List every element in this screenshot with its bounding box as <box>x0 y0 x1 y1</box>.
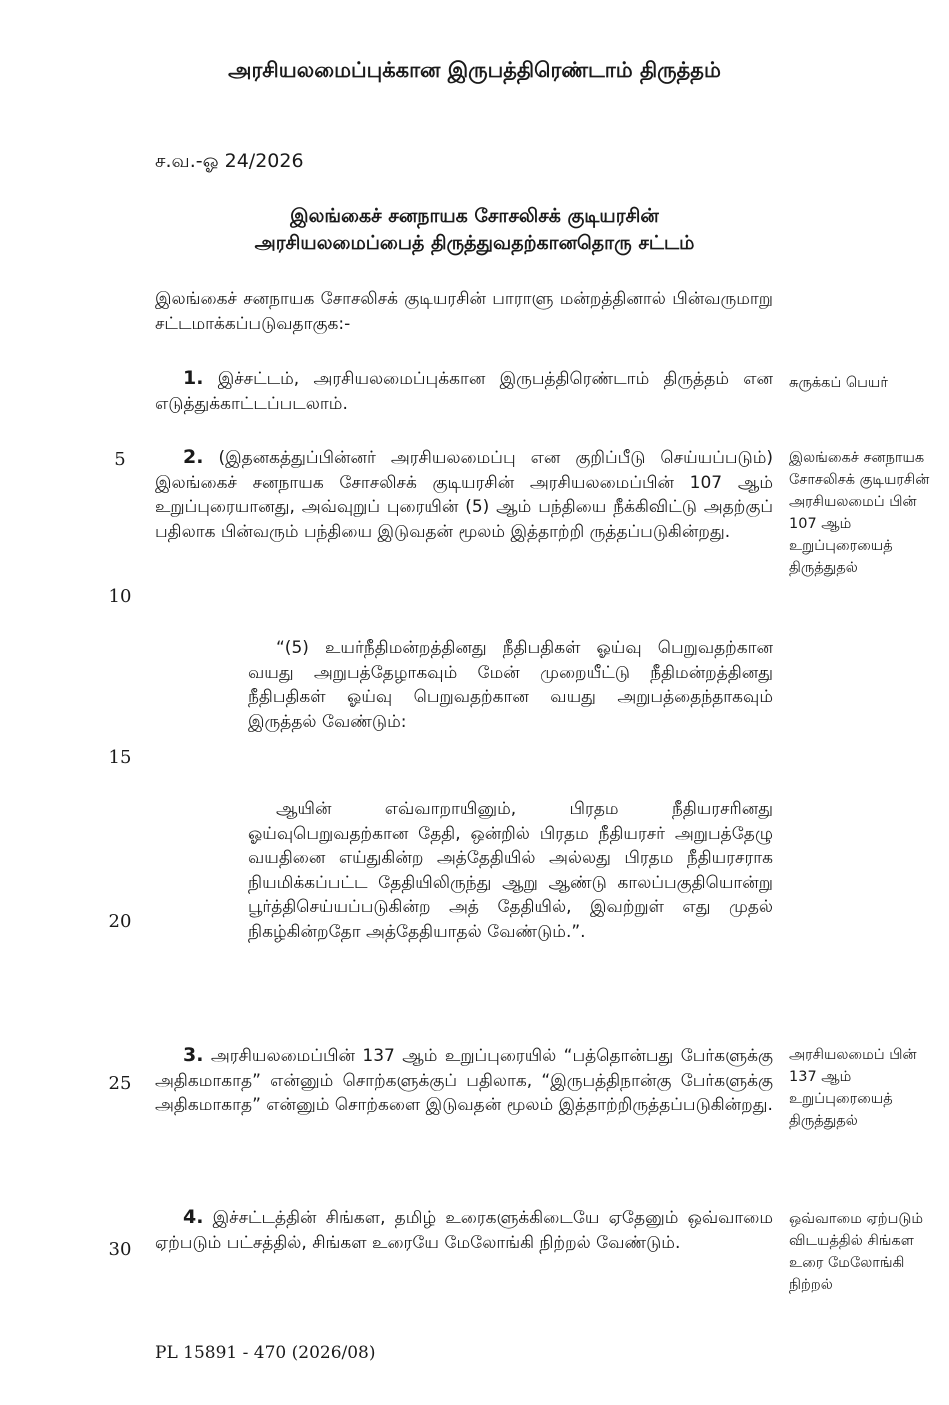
footer-print-code: PL 15891 - 470 (2026/08) <box>155 1343 376 1363</box>
section-2 <box>155 445 773 544</box>
enacting-clause: இலங்கைச் சனநாயக சோசலிசக் குடியரசின் பாராளு மன்றத்தினால் பின்வருமாறு சட்டமாக்கப்படுவதாகுக:- <box>155 289 773 334</box>
section-2-marginal-note: இலங்கைச் சனநாயக சோசலிசக் குடியரசின் அரசியலமைப் பின் 107 ஆம் உறுப்புரையைத் திருத்துதல் <box>789 450 930 576</box>
section-2-number: 2. <box>183 446 204 468</box>
section-1-text: இச்சட்டம், அரசியலமைப்புக்கான இருபத்திரெண்டாம் திருத்தம் என எடுத்துக்காட்டப்படலாம். <box>155 369 773 414</box>
line-number-25: 25 <box>108 1073 132 1094</box>
proviso-paragraph <box>248 797 773 944</box>
line-number-30: 30 <box>108 1239 132 1260</box>
quoted-paragraph-5 <box>248 636 773 734</box>
bill-number: ச.வ.-ஓ 24/2026 <box>155 150 304 172</box>
section-3 <box>155 1043 773 1118</box>
section-4-text: இச்சட்டத்தின் சிங்கள, தமிழ் உரைகளுக்கிடையே ஏதேனும் ஒவ்வாமை ஏற்படும் பட்சத்தில், சிங்கள உரையே மேலோங்கி நிற்றல் வேண்டும். <box>155 1208 774 1253</box>
line-number-20: 20 <box>108 911 132 932</box>
line-number-15: 15 <box>108 747 132 768</box>
long-title <box>0 203 949 257</box>
line-number-10: 10 <box>108 586 132 607</box>
section-3-number: 3. <box>183 1044 204 1066</box>
section-2-text: (இதனகத்துப்பின்னர் அரசியலமைப்பு என குறிப்பீடு செய்யப்படும்) இலங்கைச் சனநாயக சோசலிசக் குடியரசின் அரசியலமைப்பின் 107 ஆம் உறுப்புரையானது, அவ்வுறுப் புரையின் (5) ஆம் பந்தியை நீக்கிவிட்டு அதற்குப் பதிலாக பின்வரும் பந்தியை இடுவதன் மூலம் இத்தாற்றி ருத்தப்படுகின்றது. <box>155 448 774 542</box>
section-4 <box>155 1205 773 1255</box>
quoted-paragraph-5-text: “(5) உயர்நீதிமன்றத்தினது நீதிபதிகள் ஓய்வு பெறுவதற்கான வயது அறுபத்தேழாகவும் மேன் முறையீட்டு நீதிமன்றத்தினது நீதிபதிகள் ஓய்வு பெறுவதற்கான வயது அறுபத்தைந்தாகவும் இருத்தல் வேண்டும்: <box>248 638 773 732</box>
line-number-5: 5 <box>114 449 126 470</box>
section-3-text: அரசியலமைப்பின் 137 ஆம் உறுப்புரையில் “பத்தொன்பது பேர்களுக்கு அதிகமாகாத” என்னும் சொற்களுக்குப் பதிலாக, “இருபத்திநான்கு பேர்களுக்கு அதிகமாகாத” என்னும் சொற்களை இடுவதன் மூலம் இத்தாற்றிருத்தப்படுகின்றது. <box>155 1046 773 1115</box>
proviso-text: ஆயின் எவ்வாறாயினும், பிரதம நீதியரசரினது ஓய்வுபெறுவதற்கான தேதி, ஒன்றில் பிரதம நீதியரசர் அறுபத்தேழு வயதினை எய்துகின்ற அத்தேதியில் அல்லது பிரதம நீதியரசராக நியமிக்கப்பட்ட தேதியிலிருந்து ஆறு ஆண்டு காலப்பகுதியொன்று பூர்த்திசெய்யப்படுகின்ற அத் தேதியில், இவற்றுள் எது முதல் நிகழ்கின்றதோ அத்தேதியாதல் வேண்டும்.”. <box>248 799 773 942</box>
long-title-line-2: அரசியலமைப்பைத் திருத்துவதற்கானதொரு சட்டம் <box>254 232 695 254</box>
long-title-line-1: இலங்கைச் சனநாயக சோசலிசக் குடியரசின் <box>290 205 659 227</box>
section-4-number: 4. <box>183 1206 204 1228</box>
section-1-marginal-note: சுருக்கப் பெயர் <box>789 375 888 391</box>
page-header-title: அரசியலமைப்புக்கான இருபத்திரெண்டாம் திருத்தம் <box>228 58 721 82</box>
section-3-marginal-note: அரசியலமைப் பின் 137 ஆம் உறுப்புரையைத் திருத்துதல் <box>789 1047 917 1129</box>
section-4-marginal-note: ஒவ்வாமை ஏற்படும் விடயத்தில் சிங்கள உரை மேலோங்கி நிற்றல் <box>789 1211 924 1293</box>
section-1 <box>155 366 773 416</box>
section-1-number: 1. <box>183 367 204 389</box>
